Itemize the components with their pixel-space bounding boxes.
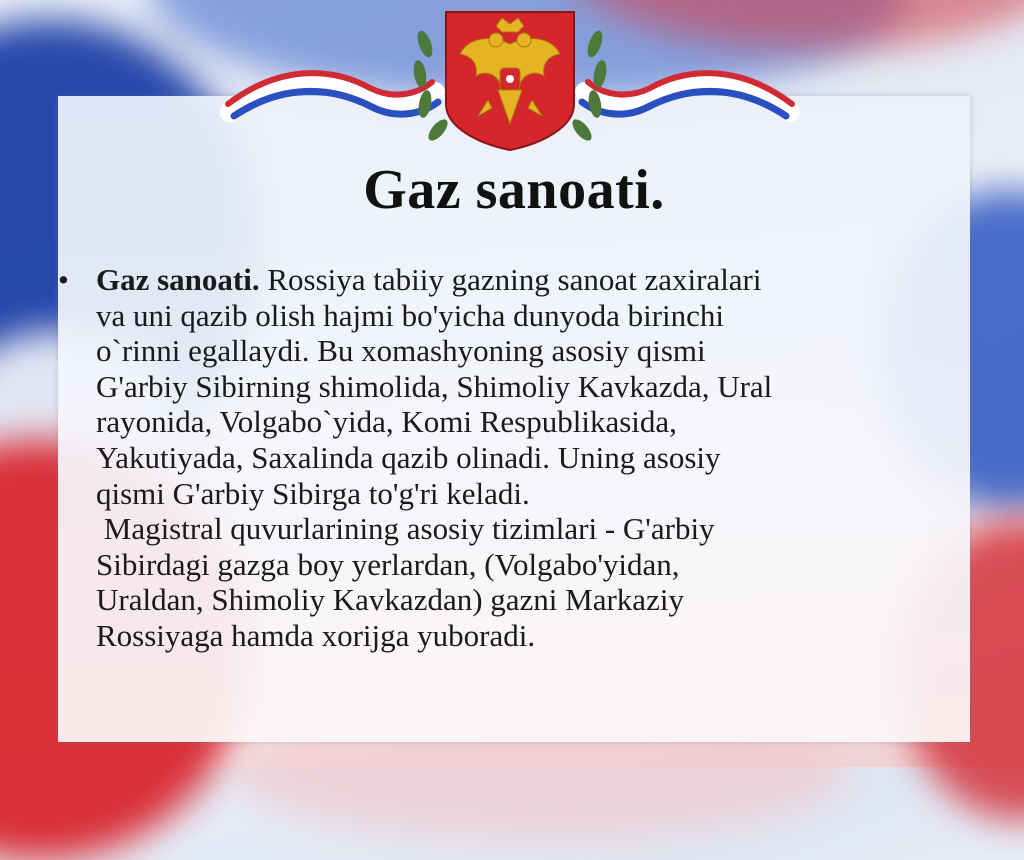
paragraph-line: G'arbiy Sibirning shimolida, Shimoliy Kavkazda, Ural [96, 368, 773, 404]
paragraph-line: Uraldan, Shimoliy Kavkazdan) gazni Markaziy [96, 582, 684, 618]
paragraph-lead: Gaz sanoati. [96, 262, 260, 297]
paragraph-line: Sibirdagi gazga boy yerlardan, (Volgabo'yidan, [96, 546, 680, 582]
russian-coat-of-arms-icon [446, 12, 574, 150]
slide-body [58, 262, 948, 654]
paragraph-line: Yakutiyada, Saxalinda qazib olinadi. Uning asosiy [96, 439, 721, 475]
paragraph-line: Gaz sanoati. Rossiya tabiiy gazning sanoat zaxiralari [96, 262, 762, 297]
bullet-item [58, 262, 948, 654]
paragraph-line: va uni qazib olish hajmi bo'yicha dunyoda birinchi [96, 297, 725, 333]
bullet-paragraph [96, 262, 948, 654]
slide-title: Gaz sanoati. [363, 159, 665, 221]
paragraph-line: o`rinni egallaydi. Bu xomashyoning asosiy qismi [96, 333, 706, 369]
emblem-header [220, 4, 800, 164]
paragraph-line: Magistral quvurlarining asosiy tizimlari - G'arbiy [96, 511, 715, 547]
paragraph-line: rayonida, Volgabo`yida, Komi Respublikasida, [96, 404, 677, 440]
bullet-marker: • [58, 262, 69, 297]
tricolor-ribbon-icon [220, 4, 800, 164]
paragraph-line: Rossiyaga hamda xorijga yuboradi. [96, 617, 536, 653]
paragraph-line: qismi G'arbiy Sibirga to'g'ri keladi. [96, 475, 530, 511]
